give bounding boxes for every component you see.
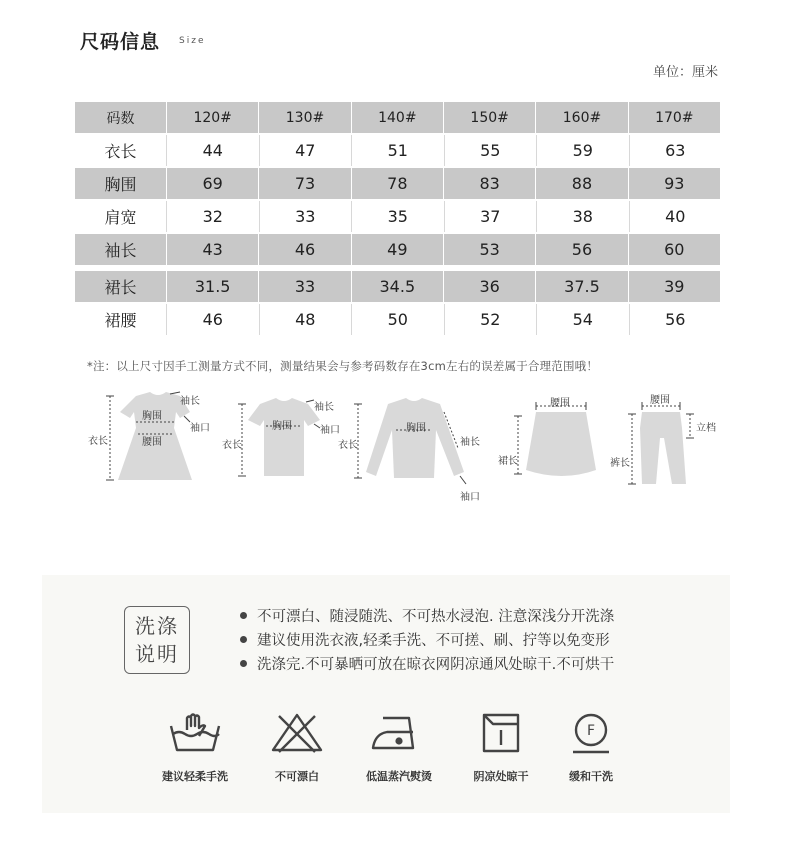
table-cell: 33 bbox=[259, 271, 351, 302]
table-row bbox=[75, 304, 721, 335]
sweater-length-label: 衣长 bbox=[338, 440, 358, 451]
table-row bbox=[75, 271, 721, 302]
no-bleach-icon bbox=[267, 712, 327, 754]
care-label: 阴凉处晾干 bbox=[473, 770, 529, 783]
bullet-icon bbox=[240, 660, 247, 667]
table-row bbox=[75, 201, 721, 232]
sweater-cuff-label: 袖口 bbox=[460, 492, 480, 503]
table-cell: 93 bbox=[629, 168, 721, 199]
table-row bbox=[75, 234, 721, 265]
care-item-no-bleach bbox=[242, 712, 352, 784]
pants-silhouette bbox=[640, 412, 686, 484]
row-label: 肩宽 bbox=[75, 201, 167, 232]
dress-chest-label: 胸围 bbox=[142, 411, 162, 422]
list-item-text: 不可漂白、随浸随洗、不可热水浸泡. 注意深浅分开洗涤 bbox=[257, 608, 615, 625]
table-row bbox=[75, 135, 721, 166]
table-cell: 69 bbox=[167, 168, 259, 199]
skirt-waist-label: 腰围 bbox=[550, 398, 570, 409]
sweater-sleeve-label: 袖长 bbox=[460, 437, 480, 448]
table-cell: 47 bbox=[260, 135, 353, 166]
table-cell: 39 bbox=[629, 271, 721, 302]
table-cell: 56 bbox=[665, 310, 686, 329]
dress-length-label: 衣长 bbox=[88, 436, 108, 447]
header-cell: 140# bbox=[352, 102, 444, 133]
size-table bbox=[75, 102, 721, 337]
header-cell: 120# bbox=[167, 102, 259, 133]
table-cell: 49 bbox=[352, 234, 444, 265]
row-label: 裙长 bbox=[75, 271, 167, 302]
sweater-silhouette bbox=[366, 398, 464, 478]
table-cell: 59 bbox=[537, 135, 630, 166]
dress-cuff-label: 袖口 bbox=[190, 423, 210, 434]
table-cell: 55 bbox=[445, 135, 538, 166]
row-label: 胸围 bbox=[75, 168, 167, 199]
skirt-length-label: 裙长 bbox=[498, 456, 518, 467]
svg-text:F: F bbox=[586, 723, 596, 739]
list-item bbox=[240, 627, 614, 651]
unit-label: 单位：厘米 bbox=[652, 65, 718, 80]
care-label: 低温蒸汽熨烫 bbox=[366, 770, 432, 783]
skirt-silhouette bbox=[526, 412, 596, 476]
table-cell: 60 bbox=[629, 234, 721, 265]
table-cell: 33 bbox=[260, 201, 353, 232]
dress-sleeve-label: 袖长 bbox=[180, 396, 200, 407]
table-cell: 48 bbox=[260, 304, 353, 335]
tshirt-length-label: 衣长 bbox=[222, 440, 242, 451]
table-cell: 35 bbox=[352, 201, 445, 232]
garment-diagrams bbox=[88, 388, 728, 508]
dress-waist-label: 腰围 bbox=[142, 437, 162, 448]
page-title: 尺码信息 bbox=[80, 31, 161, 53]
table-cell: 34.5 bbox=[352, 271, 444, 302]
list-item bbox=[240, 651, 614, 675]
washing-badge-line: 说明 bbox=[135, 642, 179, 666]
care-item-iron bbox=[344, 712, 454, 784]
pants-rise-label: 立档 bbox=[696, 423, 716, 434]
tshirt-silhouette bbox=[248, 398, 320, 476]
table-cell: 52 bbox=[445, 304, 538, 335]
table-cell: 43 bbox=[167, 234, 259, 265]
care-item-hand-wash bbox=[140, 712, 250, 784]
header-cell: 160# bbox=[536, 102, 628, 133]
table-cell: 46 bbox=[167, 304, 260, 335]
table-cell: 73 bbox=[259, 168, 351, 199]
header-cell: 150# bbox=[444, 102, 536, 133]
hand-wash-icon bbox=[165, 712, 225, 754]
table-cell: 32 bbox=[167, 201, 260, 232]
washing-badge-line: 洗涤 bbox=[135, 614, 179, 638]
table-cell: 83 bbox=[444, 168, 536, 199]
iron-low-icon bbox=[369, 712, 429, 754]
pants-length-label: 裤长 bbox=[610, 458, 630, 469]
washing-list bbox=[240, 603, 614, 675]
header-cell: 130# bbox=[259, 102, 351, 133]
table-cell: 56 bbox=[536, 234, 628, 265]
list-item bbox=[240, 603, 614, 627]
pants-waist-label: 腰围 bbox=[650, 395, 670, 406]
table-cell: 46 bbox=[259, 234, 351, 265]
table-cell: 31.5 bbox=[167, 271, 259, 302]
bullet-icon bbox=[240, 636, 247, 643]
list-item-text: 建议使用洗衣液,轻柔手洗、不可搓、刷、拧等以免变形 bbox=[257, 632, 610, 649]
table-cell: 54 bbox=[537, 304, 630, 335]
table-cell: 44 bbox=[167, 135, 260, 166]
table-cell: 40 bbox=[665, 207, 686, 226]
table-row bbox=[75, 168, 721, 199]
care-label: 建议轻柔手洗 bbox=[162, 770, 228, 783]
table-cell: 88 bbox=[536, 168, 628, 199]
table-cell: 50 bbox=[352, 304, 445, 335]
table-cell: 37 bbox=[445, 201, 538, 232]
dry-clean-f-icon bbox=[561, 712, 621, 754]
table-cell: 36 bbox=[444, 271, 536, 302]
care-label: 不可漂白 bbox=[275, 770, 319, 783]
row-label: 袖长 bbox=[75, 234, 167, 265]
header-cell: 170# bbox=[629, 102, 721, 133]
table-cell: 38 bbox=[537, 201, 630, 232]
measurement-note: *注：以上尺寸因手工测量方式不同，测量结果会与参考码数存在3cm左右的误差属于合理范围哦！ bbox=[87, 359, 599, 373]
washing-badge bbox=[124, 606, 190, 674]
table-cell: 51 bbox=[352, 135, 445, 166]
page-subtitle: Size bbox=[179, 36, 206, 46]
table-cell: 63 bbox=[665, 141, 686, 160]
header-cell: 码数 bbox=[75, 102, 167, 133]
care-label: 缓和干洗 bbox=[569, 770, 613, 783]
table-cell: 78 bbox=[352, 168, 444, 199]
row-label: 衣长 bbox=[75, 135, 167, 166]
bullet-icon bbox=[240, 612, 247, 619]
table-cell: 53 bbox=[444, 234, 536, 265]
table-cell: 37.5 bbox=[536, 271, 628, 302]
list-item-text: 洗涤完.不可暴晒可放在晾衣网阴凉通风处晾干.不可烘干 bbox=[257, 656, 615, 673]
row-label: 裙腰 bbox=[75, 304, 167, 335]
table-header-row bbox=[75, 102, 721, 133]
care-item-dry-clean bbox=[536, 712, 646, 784]
tshirt-cuff-label: 袖口 bbox=[320, 425, 340, 436]
shade-dry-icon bbox=[471, 712, 531, 754]
tshirt-chest-label: 胸围 bbox=[272, 421, 292, 432]
sweater-chest-label: 胸围 bbox=[406, 423, 426, 434]
tshirt-sleeve-label: 袖长 bbox=[314, 402, 334, 413]
